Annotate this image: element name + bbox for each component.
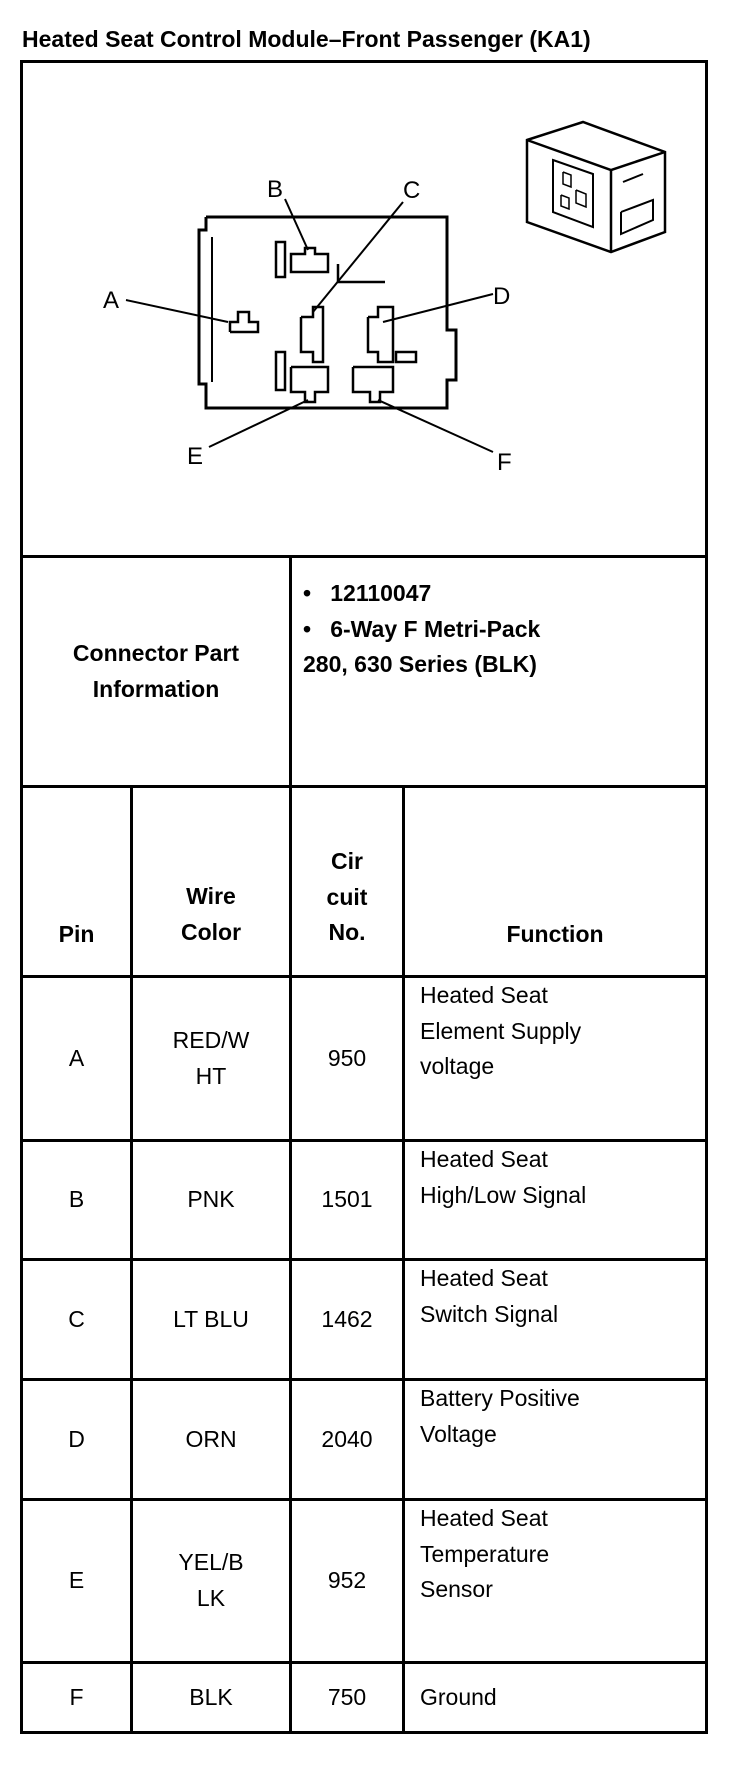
row-c-function: Heated Seat Switch Signal bbox=[420, 1265, 559, 1327]
row-e-function: Heated Seat Temperature Sensor bbox=[420, 1505, 550, 1603]
row-a-wire-color: RED/W HT bbox=[172, 1026, 250, 1089]
pin-label-f: F bbox=[497, 449, 512, 476]
row-e-circuit: 952 bbox=[327, 1567, 367, 1594]
slot-upper-left bbox=[276, 242, 285, 277]
row-d-wire-color: ORN bbox=[185, 1425, 237, 1452]
terminal-c bbox=[301, 307, 323, 362]
pin-label-e: E bbox=[187, 443, 204, 470]
row-c-wire-color: LT BLU bbox=[173, 1305, 249, 1332]
row-b-wire-color: PNK bbox=[187, 1186, 235, 1213]
connector-info-value bbox=[303, 576, 540, 683]
terminal-a bbox=[230, 312, 258, 332]
row-c-circuit: 1462 bbox=[321, 1305, 373, 1332]
rule-connector-divider bbox=[289, 555, 292, 788]
bullet-icon: • bbox=[303, 580, 312, 606]
terminal-d bbox=[368, 307, 393, 362]
pin-label-a: A bbox=[103, 287, 120, 314]
rule-connector-bottom bbox=[20, 785, 708, 788]
page-title: Heated Seat Control Module–Front Passenger (KA1) bbox=[22, 26, 591, 52]
row-b-pin: B bbox=[68, 1186, 85, 1213]
terminal-f bbox=[353, 367, 393, 402]
terminal-b bbox=[291, 248, 328, 272]
row-f-wire-color: BLK bbox=[189, 1683, 233, 1710]
connector-info-label: Connector Part Information bbox=[72, 639, 240, 702]
header-wire-color: Wire Color bbox=[180, 883, 242, 945]
leader-d bbox=[383, 294, 493, 322]
row-d-function: Battery Positive Voltage bbox=[420, 1385, 580, 1447]
row-a-circuit: 950 bbox=[327, 1044, 367, 1071]
header-circuit-no: Cir cuit No. bbox=[326, 848, 368, 946]
row-d-pin: D bbox=[68, 1425, 85, 1452]
row-f-pin: F bbox=[69, 1683, 84, 1710]
row-c-pin: C bbox=[68, 1305, 85, 1332]
slot-right-tab bbox=[396, 352, 416, 362]
row-f-function: Ground bbox=[420, 1683, 497, 1710]
row-e-wire-color: YEL/B LK bbox=[178, 1549, 244, 1611]
leader-b bbox=[285, 199, 308, 250]
header-pin: Pin bbox=[58, 921, 95, 948]
row-a-function: Heated Seat Element Supply voltage bbox=[420, 982, 582, 1080]
rule-bottom bbox=[20, 1731, 708, 1734]
connector-part-number: 12110047 bbox=[330, 580, 432, 606]
row-b-function: Heated Seat High/Low Signal bbox=[420, 1146, 587, 1208]
terminal-e bbox=[291, 367, 328, 402]
bullet-icon: • bbox=[303, 615, 312, 642]
slot-lower-left bbox=[276, 352, 285, 390]
connector-description-line2: 280, 630 Series (BLK) bbox=[303, 651, 537, 678]
pin-label-d: D bbox=[493, 283, 511, 310]
row-a-pin: A bbox=[68, 1044, 85, 1071]
pin-label-c: C bbox=[403, 177, 421, 204]
connector-description-line1: 6-Way F Metri-Pack bbox=[330, 615, 541, 642]
row-b-circuit: 1501 bbox=[321, 1186, 373, 1213]
connector-3d-view bbox=[527, 122, 665, 252]
row-f-circuit: 750 bbox=[327, 1683, 367, 1710]
header-function: Function bbox=[506, 921, 604, 948]
connector-diagram bbox=[23, 62, 705, 555]
row-e-pin: E bbox=[68, 1567, 85, 1594]
pin-label-b: B bbox=[267, 176, 284, 203]
row-d-circuit: 2040 bbox=[321, 1425, 373, 1452]
